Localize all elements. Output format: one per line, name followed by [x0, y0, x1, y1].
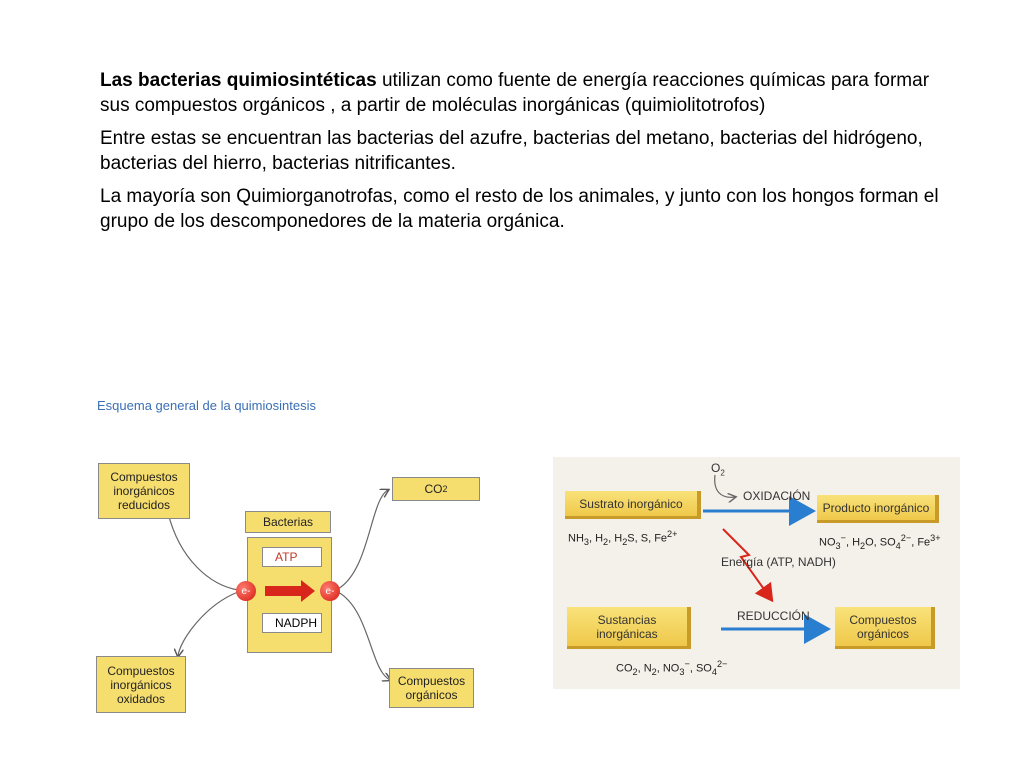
paragraph-1-rest: utilizan como fuente de energía reacciones químicas para formar sus compuestos orgánicos , a partir de moléculas inorgánicas (quimiolitotrofos) — [100, 70, 930, 116]
reduction-label: REDUCCIÓN — [737, 609, 810, 623]
box-inorganic-substrate: Sustrato inorgánico — [565, 491, 701, 519]
substances-formulas: $CO_2$, $N_2$, $NO_3^-$, $SO_4^{2-}$ — [616, 659, 728, 677]
red-arrow — [265, 580, 315, 602]
o2-text: O — [711, 461, 721, 475]
paragraph-3: La mayoría son Quimiorganotrofas, como el resto de los animales, y junto con los hongos forman el grupo de los descomponedores de la materia orgánica. — [100, 186, 939, 232]
o2-subscript: 2 — [720, 468, 725, 478]
box-bacterias: Bacterias — [245, 511, 331, 533]
o2-curve — [715, 475, 735, 497]
co2-label: CO — [424, 482, 443, 496]
diagram2-panel — [553, 457, 960, 689]
electron-left — [236, 581, 256, 601]
box-organic-compounds-2: Compuestos orgánicos — [835, 607, 935, 649]
substrate-formulas: $NH_3$, $H_2$, $H_2S$, S, $Fe^{2+}$ — [568, 529, 678, 547]
o2-label — [711, 461, 725, 477]
atp-label: ATP — [275, 550, 298, 564]
box-inorganic-reduced: Compuestos inorgánicos reducidos — [98, 463, 190, 519]
diagram1-title: Esquema general de la quimiosintesis — [97, 398, 316, 413]
nadph-label: NADPH — [275, 616, 318, 630]
box-inorganic-substances: Sustancias inorgánicas — [567, 607, 691, 649]
box-inorganic-product: Producto inorgánico — [817, 495, 939, 523]
energy-label: Energía (ATP, NADH) — [721, 555, 836, 569]
product-formulas: $NO_3^-$, $H_2O$, $SO_4^{2-}$, $Fe^{3+}$ — [819, 533, 941, 551]
box-inorganic-oxidized: Compuestos inorgánicos oxidados — [96, 656, 186, 713]
electron-right — [320, 581, 340, 601]
oxidation-label: OXIDACIÓN — [743, 489, 811, 503]
electron-left-label: e- — [241, 585, 251, 597]
box-organic-compounds: Compuestos orgánicos — [389, 668, 474, 708]
co2-subscript: 2 — [442, 484, 448, 494]
paragraph-2: Entre estas se encuentran las bacterias del azufre, bacterias del metano, bacterias del hidrógeno, bacterias del hierro, bacterias nitrificantes. — [100, 128, 923, 174]
bold-term: Las bacterias quimiosintéticas — [100, 70, 377, 91]
electron-right-label: e- — [325, 585, 335, 597]
